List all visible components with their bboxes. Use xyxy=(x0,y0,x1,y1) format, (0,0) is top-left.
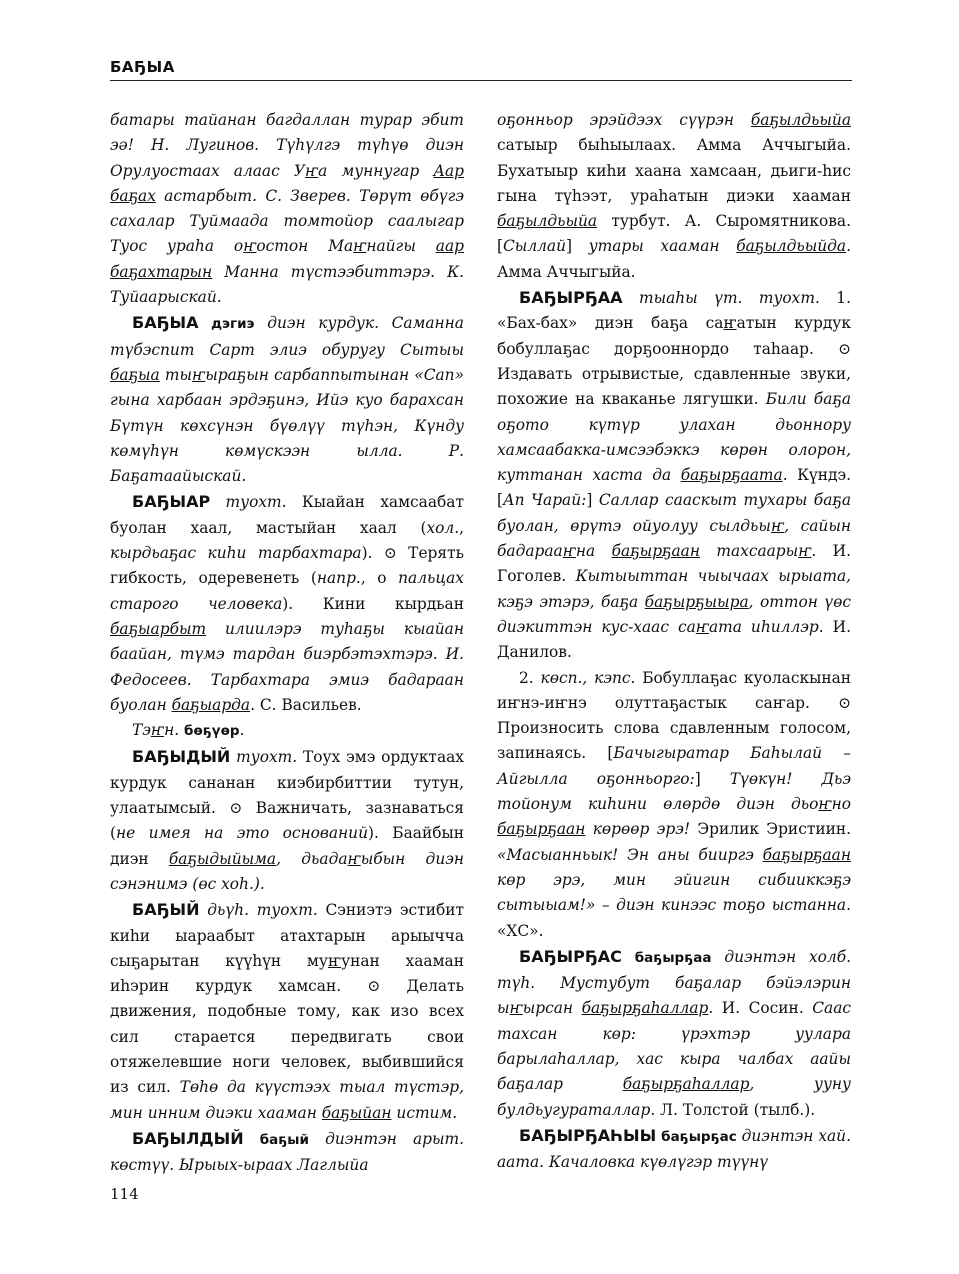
text-run: утары хааман xyxy=(588,237,720,256)
text-run: Сэниэтэ эстибит киһи ыараабыт атахтарын арыычча сыҕарытан күүһүн му xyxy=(110,901,464,970)
continuation-paragraph xyxy=(110,108,464,310)
text-run: диэнтэн хай. аата. xyxy=(497,1126,851,1172)
text-run: . Амма Аччыгыйа. xyxy=(497,237,851,281)
example-word: баҕырҕаһаллар xyxy=(581,999,709,1018)
example-word: баҕыа xyxy=(110,365,160,384)
text-run: ҥ xyxy=(723,314,737,333)
text-run: ҥ xyxy=(243,237,257,256)
text-run: ҥ xyxy=(818,795,832,814)
abbreviation: көсп., кэпс. xyxy=(540,668,636,687)
text-run: ҥ xyxy=(304,161,319,180)
text-run: ] xyxy=(566,237,589,256)
example-text: пальцах старого человека xyxy=(110,569,464,613)
text-run: ыраҕын сарбаппытынан «Сап» гына харбаан эрдэҕинэ, Ийэ куо барахсан Бүтүн көхсүнэн бүөлүү түһэн, Күнду көмүһүн көмүскээн ылла. Р. Баҕатаайыскай. xyxy=(110,365,464,486)
example-text: Ап Чарай: xyxy=(503,491,587,510)
example-word: баҕырҕаата xyxy=(680,466,783,485)
example-text: не имея на это оснований xyxy=(116,824,369,843)
example-word: баҕырҕаан xyxy=(611,542,700,561)
text-run: а муннугар xyxy=(318,161,434,180)
example-text: Саас тахсан көр: үрэхтэр уулара барылаһаллар, хас кыра чалбах аайы баҕалар xyxy=(497,999,851,1094)
text-run: . Күндэ. [ xyxy=(497,466,851,510)
text-run: . И. Данилов. xyxy=(497,617,851,662)
text-run: . И. Сосин. xyxy=(708,999,813,1018)
dictionary-entry xyxy=(110,310,464,489)
text-run: диэнтэн арыт. көстүү. Ырыых-ыраах Лаглыйа xyxy=(110,1129,464,1175)
dictionary-entry xyxy=(110,897,464,1126)
example-link: аар баҕахтарын xyxy=(110,237,464,281)
text-run: Тоух эмэ ордуктаах курдук сананан киэбирбиттии тутун, улаатымсый. ⊙ Важничать, зазнаваться ( xyxy=(110,748,464,843)
dictionary-entry xyxy=(110,744,464,897)
text-run: 2. xyxy=(519,668,541,687)
text-run: ). ⊙ Терять гибкость, одеревенеть ( xyxy=(110,544,465,588)
synonym-word: бөҕүөр xyxy=(184,723,240,740)
text-run: Бобуллаҕас куоласкынан иҥнэ-иҥнэ олуттаҕастык саҥар. ⊙ Произносить слова сдавленным голосом, запинаясь. [ xyxy=(497,668,852,763)
example-text: «Масыанньык! Эн аны бииргэ xyxy=(497,845,763,864)
abbreviation: хол. xyxy=(426,518,460,537)
example-word: баҕырҕаһаллар xyxy=(622,1075,750,1094)
text-run: ҥ xyxy=(798,542,812,561)
text-run: илиилэрэ туһаҕы кыайан баайан, түмэ тардан биэрбэтэхтэрэ. И. Федосеев. Тарбахтара эмиэ бадараан буолан xyxy=(110,619,464,714)
example-text: истим. xyxy=(391,1103,458,1122)
text-run: диэнтэн холб. түһ. xyxy=(497,947,851,993)
text-run: ] xyxy=(694,769,730,788)
text-run: ). Баайбын диэн xyxy=(110,824,465,868)
example-text: , ууну булдьугураталлар xyxy=(497,1075,851,1119)
text-run: н. xyxy=(164,721,180,740)
headword: БАҔЫРҔАС xyxy=(519,946,622,966)
example-word: баҕыарбыт xyxy=(110,619,207,638)
example-text: Мустубут баҕалар бэйэлэрин ы xyxy=(497,974,851,1018)
example-text: Качаловка күөлүгэр түүнү xyxy=(548,1153,769,1172)
example-text: көр эрэ, мин эйигин сибииккэҕэ сытыыам!» – xyxy=(497,870,851,915)
example-text: Түөкүн! Дьэ тойонум киһини өлөрдө диэн дьо xyxy=(497,769,851,814)
example-text: но xyxy=(831,795,851,814)
text-run: унан хааман иһэрин курдук хамсан. ⊙ Делать движения, подобные тому, как изо всех сил старается передвигать свои отяжелевшие ноги человек, выбившийся из сил. xyxy=(110,951,464,1097)
headword: БАҔЫЙ xyxy=(132,900,200,920)
example-link: Аар баҕах xyxy=(110,161,464,205)
example-word: баҕылдьыйа xyxy=(497,212,598,231)
headword: БАҔЫАР xyxy=(132,492,211,512)
dictionary-entry xyxy=(497,1123,851,1176)
text-run: , xyxy=(459,518,464,537)
text-run xyxy=(720,237,737,255)
text-run: Эрилик Эристиин. xyxy=(697,820,851,839)
base-word: баҕырҕас xyxy=(661,1128,737,1145)
text-run: ыбын диэн сэнэнимэ (өс хоһ.). xyxy=(110,849,464,893)
headword: БАҔЫРҔАҺЫЫ xyxy=(519,1125,657,1145)
headword: БАҔЫА xyxy=(132,313,199,333)
example-word: баҕылдьыйа xyxy=(750,111,851,129)
example-text: Саллар сааскыт тухары баҕа буолан, өрүтэ ойуолуу сылдьы xyxy=(497,491,851,535)
text-run: ҥ xyxy=(192,365,206,384)
example-word: баҕырҕаан xyxy=(762,845,851,864)
example-word: баҕыдыйыма xyxy=(168,849,277,868)
text-run: , дьада xyxy=(276,849,348,868)
dictionary-entry xyxy=(110,489,464,718)
text-run: ҥ xyxy=(327,951,342,970)
text-run: астарбыт. С. Зверев. Төрүт өбүгэ сахалар Туймаада томтойор саалыгар Туос ураһа о xyxy=(110,186,464,256)
text-run: Тэ xyxy=(132,721,151,740)
text-run: ] xyxy=(586,491,599,510)
example-word: баҕырҕаан xyxy=(497,820,586,839)
base-word: баҕый xyxy=(259,1131,309,1148)
text-run: ҥ xyxy=(353,237,367,256)
text-run: ). Кини кырдьан xyxy=(282,594,464,613)
text-run: «ХС». xyxy=(497,921,544,940)
example-word: баҕыйан xyxy=(321,1103,392,1122)
example-text: , сайын бадараа xyxy=(497,516,851,561)
left-column xyxy=(110,108,464,1178)
grammar-label: туохт. xyxy=(236,748,298,767)
right-column xyxy=(497,108,851,1175)
example-word: баҕыарда xyxy=(171,695,251,714)
headword: БАҔЫЛДЫЙ xyxy=(132,1128,244,1148)
text-run: Кыайан хамсаабат буолан хаал, мастыйан хаал ( xyxy=(110,493,464,537)
abbreviation: напр. xyxy=(316,569,361,588)
synonym-line: Тэҥн. бөҕүөр. xyxy=(132,721,245,740)
text-run: 1. «Бах-бах» диэн баҕа са xyxy=(497,289,851,333)
example-text: көрөөр эрэ! xyxy=(585,820,698,839)
text-run: остон Ма xyxy=(256,237,354,256)
example-text: тахсаары xyxy=(699,542,799,561)
text-run: диэн курдук. Саманна түбэспит Сарт элиэ обуругу Сытыы xyxy=(110,314,464,359)
continuation-paragraph xyxy=(497,108,851,285)
text-run: сатыыр быһыылаах. Амма Аччыгыйа. Бухатыыр киһи хаана хамсаан, дьиги-һис гына түһээт, ураһатын диэки хааман xyxy=(497,136,851,205)
running-head-title: БАҔЫА xyxy=(110,58,175,76)
text-run: . Л. Толстой (тылб.). xyxy=(650,1100,816,1119)
text-run: атын курдук бобуллаҕас дорҕооннордо таһаар. ⊙ Издавать отрывистые, сдавленные звуки, похожие на кваканье лягушки. xyxy=(497,314,851,409)
page-number: 114 xyxy=(110,1185,139,1203)
text-run: оҕонньор эрэйдээх сүүрэн xyxy=(497,111,751,129)
example-text: Бачыгыратар Баһылай – Айгылла оҕонньорго: xyxy=(497,744,851,788)
example-word: баҕырҕыыра xyxy=(644,592,749,611)
example-word: баҕылдьыйда xyxy=(736,237,847,256)
base-word: баҕырҕаа xyxy=(634,949,712,966)
running-header xyxy=(110,58,852,76)
example-text: Төһө да күүстээх тыал түстэр, мин инним диэки хааман xyxy=(110,1078,465,1122)
example-text: ата иһиллэр xyxy=(708,617,819,636)
text-run: ҥ xyxy=(695,617,709,636)
text-run: батары тайанан багдаллан турар эбит эә! Н. Лугинов. Түһүлгэ түһүө диэн Орулуостаах алаас У xyxy=(110,111,464,180)
text-run: Сыллай xyxy=(503,237,567,256)
example-text: Били баҕа оҕото күтүр улахан дьоннору хамсаабакка-имсээбэккэ көрөн олорон, куттанан хаста да xyxy=(497,390,851,485)
text-run: ҥ xyxy=(347,849,361,868)
dictionary-entry-sense xyxy=(497,666,851,944)
text-run: ты xyxy=(159,365,192,384)
grammar-label: тыаһы үт. туохт. xyxy=(638,289,820,308)
text-run: , о xyxy=(360,569,399,588)
text-run: . И. Гоголев. xyxy=(497,542,851,586)
grammar-label: туохт. xyxy=(225,493,287,512)
dictionary-entry xyxy=(110,1126,464,1179)
text-run: ҥ xyxy=(509,999,523,1018)
example-text: Кытыыттан чыычаах ырыата, кэҕэ этэрэ, баҕа xyxy=(497,567,852,611)
header-rule xyxy=(110,80,852,81)
text-run: . С. Васильев. xyxy=(250,695,362,714)
text-run: ҥ xyxy=(150,721,165,740)
example-text: диэн кинээс тоҕо ыстанна. xyxy=(616,896,851,915)
text-run: Манна түстээбиттэрэ. К. Туйаарыскай. xyxy=(110,262,464,307)
text-run: ҥ xyxy=(562,542,576,561)
text-run: найгы xyxy=(366,237,436,256)
example-text: , оттон үөс диэкиттэн кус-хаас са xyxy=(497,592,851,636)
example-text: на xyxy=(575,542,612,561)
dictionary-entry xyxy=(497,944,851,1123)
example-text: ырсан xyxy=(522,999,582,1018)
grammar-label: дьүһ. туохт. xyxy=(207,901,318,920)
dictionary-entry xyxy=(497,285,851,665)
text-run: ҥ xyxy=(770,516,785,535)
grammar-label: дэгиэ xyxy=(211,316,255,333)
headword: БАҔЫДЫЙ xyxy=(132,747,231,767)
headword: БАҔЫРҔАА xyxy=(519,288,623,308)
text-run: турбут. А. Сыромятникова. [ xyxy=(497,212,851,256)
example-text: кырдьаҕас киһи тарбахтара xyxy=(110,544,362,563)
